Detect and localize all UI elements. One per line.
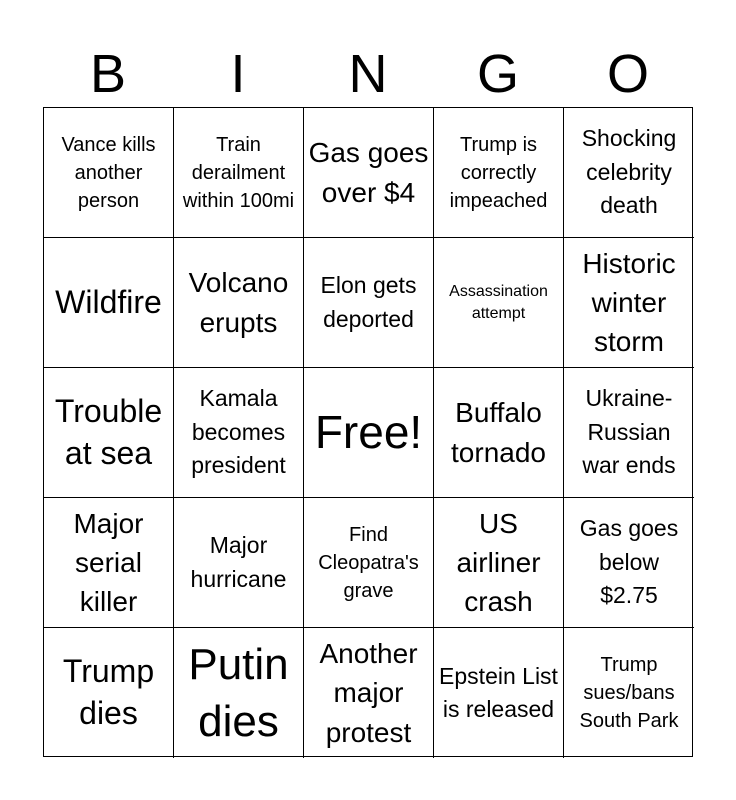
bingo-header xyxy=(43,40,693,108)
bingo-cell[interactable] xyxy=(174,628,304,758)
cell-text: Volcano erupts xyxy=(188,267,289,338)
bingo-cell[interactable] xyxy=(174,238,304,368)
free-space-label: Free! xyxy=(314,405,423,458)
cell-text: US airliner crash xyxy=(456,507,541,618)
cell-text: Vance kills another person xyxy=(61,133,156,212)
bingo-cell[interactable] xyxy=(434,108,564,238)
bingo-cell[interactable] xyxy=(304,628,434,758)
bingo-cell[interactable] xyxy=(174,108,304,238)
cell-text: Buffalo tornado xyxy=(451,397,546,468)
cell-text: Elon gets deported xyxy=(320,272,417,332)
bingo-cell[interactable] xyxy=(44,498,174,628)
bingo-cell[interactable] xyxy=(434,238,564,368)
cell-text: Gas goes over $4 xyxy=(308,137,429,208)
bingo-cell[interactable] xyxy=(304,108,434,238)
cell-text: Trump dies xyxy=(62,653,155,731)
bingo-cell[interactable] xyxy=(44,368,174,498)
cell-text: Kamala becomes president xyxy=(191,385,286,479)
cell-text: Shocking celebrity death xyxy=(581,125,677,219)
cell-text: Another major protest xyxy=(319,638,418,748)
cell-text: Trump sues/bans South Park xyxy=(579,654,679,732)
bingo-cell[interactable] xyxy=(304,498,434,628)
cell-text: Historic winter storm xyxy=(582,247,676,358)
bingo-cell[interactable] xyxy=(174,368,304,498)
header-letter-n: N xyxy=(348,44,388,104)
header-letter-o: O xyxy=(606,44,649,104)
bingo-cell[interactable] xyxy=(564,108,694,238)
bingo-cell[interactable] xyxy=(564,368,694,498)
bingo-cell[interactable] xyxy=(564,498,694,628)
bingo-cell[interactable] xyxy=(434,368,564,498)
bingo-cell[interactable] xyxy=(564,238,694,368)
bingo-cell[interactable] xyxy=(434,628,564,758)
bingo-cell[interactable] xyxy=(44,108,174,238)
header-letter-i: I xyxy=(230,44,246,104)
cell-text: Trump is correctly impeached xyxy=(449,133,548,212)
cell-text: Ukraine-Russian war ends xyxy=(582,385,676,479)
cell-text: Trouble at sea xyxy=(54,392,163,471)
cell-text: Train derailment within 100mi xyxy=(182,133,295,212)
cell-text: Assassination attempt xyxy=(449,282,548,322)
bingo-cell[interactable] xyxy=(434,498,564,628)
bingo-cell[interactable] xyxy=(564,628,694,758)
header-letter-b: B xyxy=(89,44,127,104)
cell-text: Gas goes below $2.75 xyxy=(579,515,679,609)
cell-text: Find Cleopatra's grave xyxy=(318,523,419,602)
free-space-cell[interactable] xyxy=(304,368,434,498)
header-letter-g: G xyxy=(476,44,519,104)
bingo-board xyxy=(43,107,693,757)
cell-text: Major serial killer xyxy=(73,507,144,618)
bingo-cell[interactable] xyxy=(304,238,434,368)
cell-text: Epstein List is released xyxy=(439,662,558,722)
cell-text: Major hurricane xyxy=(190,532,287,592)
bingo-cell[interactable] xyxy=(44,628,174,758)
bingo-cell[interactable] xyxy=(44,238,174,368)
cell-text: Wildfire xyxy=(55,283,162,320)
bingo-cell[interactable] xyxy=(174,498,304,628)
cell-text: Putin dies xyxy=(188,639,289,746)
